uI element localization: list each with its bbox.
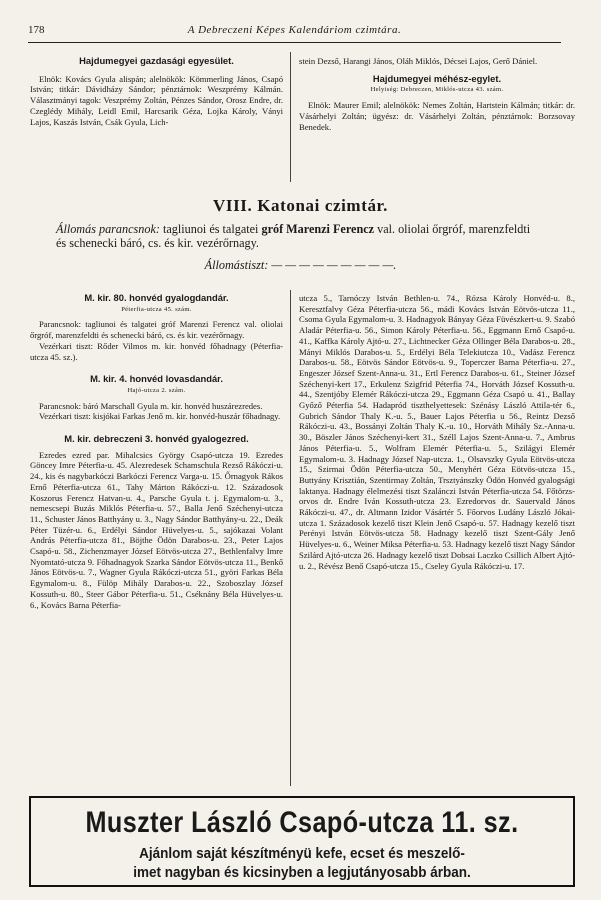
station-label: Állomás parancsnok: bbox=[56, 222, 160, 236]
unit-heading: M. kir. debreczeni 3. honvéd gyalogezred. bbox=[64, 433, 249, 445]
header-rule bbox=[28, 42, 561, 43]
ad-title: Muszter László Csapó-utcza 11. sz. bbox=[85, 806, 519, 839]
regiment-continuation: utcza 5., Tarnóczy István Bethlen-u. 74., Rózsa Károly Honvéd-u. 8., Keresztfalvy Géza Péterfia-utcza 56., mádi Kovács István Eötvös-utcza 11., Csoma Gyula Egymalom-u. 3. Hadnagyok Bányay Géza Füvészkert-u. 9. Szabó Aladár Péterfia-u. 56., Simon Károly Péterfia-u. 56., Eggmann Ernő Csapó-u. 41., Kaffka Károly Ajtó-u. 27., Lichtnecker Géza Ollinger Béla Darabos-u. 28., Mányi Miklós Darabos-u. 5., Erdélyi Béla Telekiutcza 10., Vadász Ferencz Darabos-u. 58., Eötvös Sándor Eötvös-u. 9., Toperczer Barna Péterfia-u. 27., Engeszer József Szent-Anna-u. 31., Ertl Ferencz Darabos-u. 61., Steiner József Széchenyi-kert 17., Erkulenz Szigfrid Péterfia 74., Horváth József Kossuth-u. 44., Szentjóby Elemér Rákóczi-utcza 29., Eggmann Géza Csapó u. 41., Ballay Győző Péterfia 54. Hadapród tiszthelyettesek: Szénásy László Attila-tér 6., Gubrich Sándor Thaly K.-u. 5., Bauer Lajos Péterfia u 56., Reintz Dezső Rákóczi-u. 43., Bossányi Zoltán Thaly K.-u. 10., Horváth Mihály Sz.-Anna-u. 30., Böszler János Széchenyi-kert 31., Széll Lajos Szent-Anna-u. 7., Ambrus János Péterfia-u. 5., Wolfram Elemér Péterfia-u. 5., Szilágyi Elemér Egymalom-u. 3. Hadnagy József Nap-utcza. 1., Olsavszky Gyula Eötvös-utcza 15., Szirmai Ödön Péterfia-utcza 50., Menyhért Géza Eötvös-utcza 15., Buttyány Krisztián, Szentirmay Zoltán, Trsztyánszky Ödön Honvéd gyalogsági laktanya. Hadnagy élelmezési tiszt Szalánczi István Péterfia-utcza 54. Főtörzs-orvos dr. Endre Iván Kossuth-utcza 23. Ezredorvos dr. Sauervald János Rákóczi-u. 47., dr. Altmann Izidor Vásártér 5. Főorvos Ludány László Jókai-utcza 1. Századosok kezelő tiszt Klein Jenő Csapó-u. 57. Hadnagy kezelő tiszt Perényi István Eötvös-utcza 58. Hadnagy kezelő tiszt Szent-Gály Jenő Hüvelyes-u. 6., Weiner Miksa Péterfia-u. 53. Hadnagy kezelő tiszt Nagy Sándor Szilárd Ajtó-utcza 26. Hadnagy kezelő tiszt Dobsai Laczko Csillich Albert Ajtó-u. 2., Révész Benő Csapó-utcza 15., Cseley Gyula Rákóczi-u. 17. bbox=[299, 293, 575, 571]
unit-paragraph: Vezérkari tiszt: kisjókai Farkas Jenő m. kir. honvéd-huszár főhadnagy. bbox=[39, 411, 281, 422]
unit-address: Hajó-utcza 2. szám. bbox=[127, 386, 186, 394]
unit-paragraph: Ezredes ezred par. Mihalcsics György Csapó-utcza 19. Ezredes Göncey Imre Péterfia-u. 45. Alezredesek Schamschula Rezső Rákóczi-u. 24., kis és nagybarkóczi Barkóczi Ferencz Varga-u. 15. Őrnagyok Rákos Ernő Péterfia-utcza 61., Tahy Márton Rákóczi-u. 12. Századosok Koszorus Ferencz Hatvan-u. 4., Parsche Gyula t. j. Egymalom-u. 3., nemescsepi Buzás Miklós Péterfia-u. 57., Balla Jenő Széchenyi-utcza 11., Schuster János Batthyány u. 3., Nagy Sándor Batthyány-u. 22., Deák Péter Tüzér-u. 6., Erdélyi Sándor Hüvelyes-u. 5., sajókazai Volant András Péterfia-utcza 81., Böjthe Ödön Darabos-u. 23., Peter Lajos Csapó-u. 58., Zichenzmayer József Eötvös-utcza 27., Bethlenfalvy Imre Nyomtató-utcza 9. Főhadnagyok Szarka Sándor Eötvös-utcza 11., Benkő János Eötvös-u. 7., Wagner Gyula Rákóczi-utcza 51., györi Farkas Béla Egymalom-u. 8., Fülöp Mihály Darabos-u. 22., Szoboszlay József Kossuth-u. 80., Steer Gábor Péterfia-u. 51., Cséknány Béla Hüvelyes-u. 6., Kovács Barna Péterfia- bbox=[30, 449, 283, 610]
page-number: 178 bbox=[28, 24, 45, 36]
top-left-column bbox=[30, 56, 283, 127]
gazdasagi-body: Elnök: Kovács Gyula alispán; alelnökök: Kömmerling János, Csapó István; titkár: Dávidházy Sándor; pénztárnok: Weszprémy Kálmán. Választmányi tagok: Veszprémy Zoltán, Pénzes Sándor, Orosz Endre, dr. Czeglédy Mihály, Leidl Emil, Harcsarik Géza, Lojka Károly, Ványi Lajos, Kaszás István, Csák Gyula, Lich- bbox=[30, 73, 283, 127]
lower-column-divider bbox=[290, 290, 291, 786]
page-header bbox=[28, 24, 561, 40]
station-name: gróf Marenzi Ferencz bbox=[261, 222, 375, 236]
gazdasagi-heading: Hajdumegyei gazdasági egyesület. bbox=[79, 55, 234, 66]
station-text: tagliunoi és talgatei bbox=[159, 222, 262, 236]
meheszegylet-body: Elnök: Maurer Emil; alelnökök: Nemes Zoltán, Hartstein Kálmán; titkár: dr. Vásárhelyi Zoltán; ügyész: dr. Vásárhelyi Zoltán, pénztárnok: Borzsovay Benedek. bbox=[299, 100, 575, 132]
top-right-column bbox=[299, 56, 575, 132]
unit-paragraph: Parancsnok: tagliunoi és talgatei gróf Marenzi Ferencz val. oliolai őrgróf, marenzfeldti és schenecki báró, cs. és kir. vezérőrnagy. bbox=[30, 319, 283, 341]
advertisement-box bbox=[29, 796, 575, 887]
unit-heading: M. kir. 80. honvéd gyalogdandár. bbox=[84, 292, 229, 303]
unit-address: Péterfia-utcza 45. szám. bbox=[121, 305, 192, 313]
top-column-divider bbox=[290, 52, 291, 182]
section-title: VIII. Katonai czimtár. bbox=[212, 196, 388, 215]
lower-left-column bbox=[30, 293, 283, 610]
unit-heading: M. kir. 4. honvéd lovasdandár. bbox=[90, 373, 223, 385]
lower-right-column bbox=[299, 293, 575, 571]
ad-line-1: Ajánlom saját készítményü kefe, ecset és meszelő- bbox=[139, 845, 465, 862]
ad-line-2: imet nagyban és kicsinyben a legjutányosabb árban. bbox=[133, 864, 471, 881]
station-officer: Állomástiszt: — — — — — — — — —. bbox=[204, 258, 397, 272]
meheszegylet-address: Helyiség: Debreczen, Miklós-utcza 43. szám. bbox=[370, 86, 504, 94]
station-commander bbox=[56, 222, 541, 250]
meheszegylet-heading: Hajdumegyei méhész-egylet. bbox=[372, 72, 502, 84]
unit-paragraph: Vezérkari tiszt: Rőder Vilmos m. kir. honvéd főhadnagy (Péterfia-utcza 45. sz.). bbox=[30, 340, 283, 362]
lich-continuation: stein Dezső, Harangi János, Oláh Miklós, Décsei Lajos, Gerő Dániel. bbox=[299, 56, 538, 66]
running-title: A Debreczeni Képes Kalendáriom czimtára. bbox=[187, 24, 402, 36]
unit-paragraph: Parancsnok: báró Marschall Gyula m. kir. honvéd huszárezredes. bbox=[39, 400, 263, 411]
station-rest: val. oliolai őrgróf, marenzfeldti és schenecki báró, cs. és kir. vezérőrnagy. bbox=[56, 222, 531, 250]
